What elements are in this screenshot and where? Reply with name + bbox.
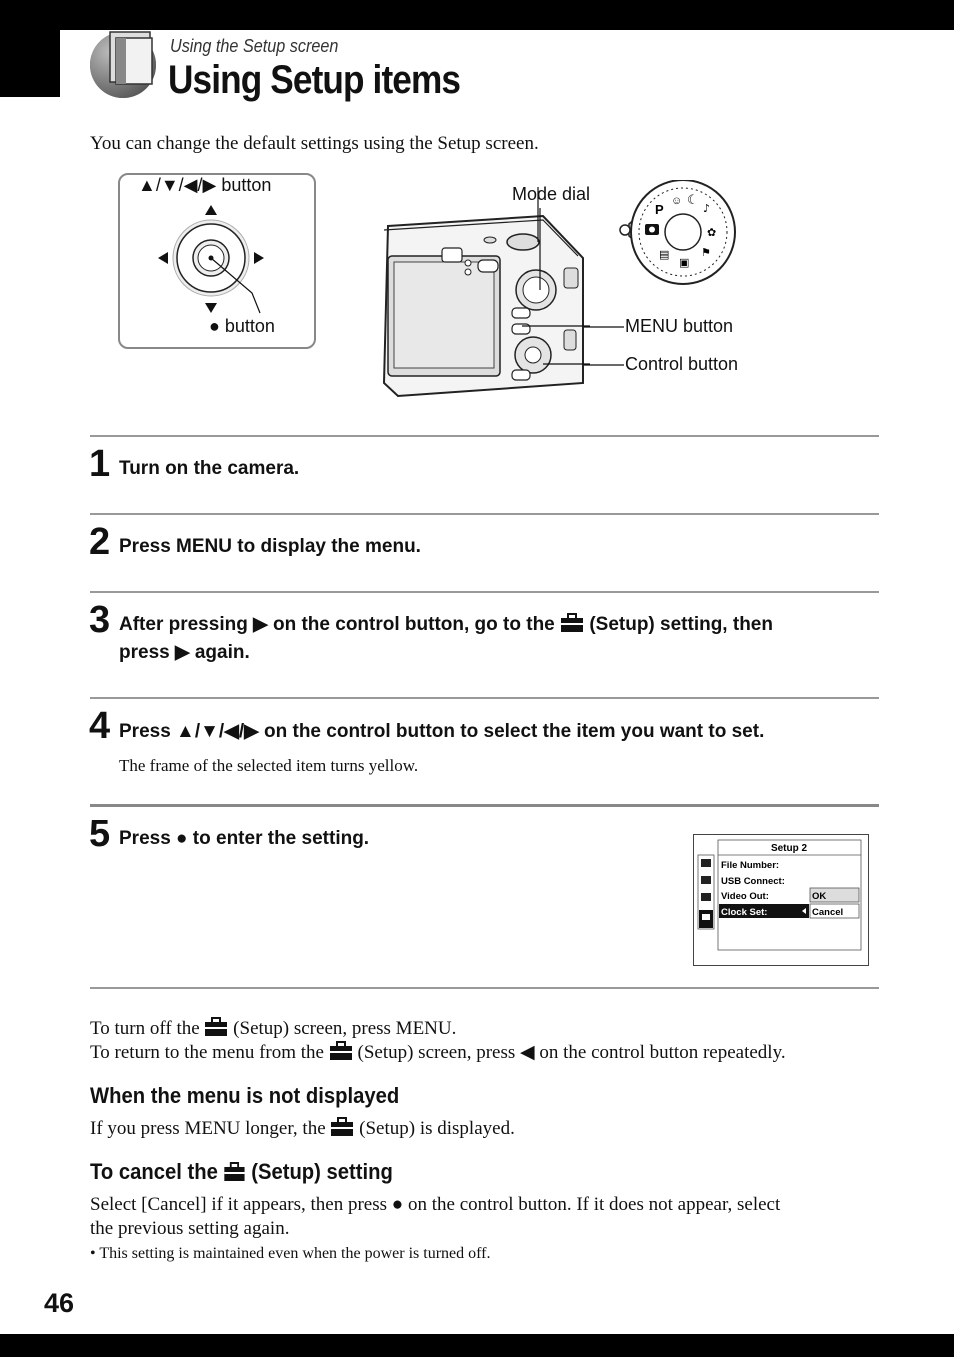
step-divider	[90, 513, 879, 515]
section-text	[90, 1193, 780, 1241]
bottom-bar	[0, 1334, 954, 1357]
arrow-button-label: ▲/▼/◀/▶ button	[138, 175, 272, 195]
svg-text:✿: ✿	[707, 226, 717, 239]
mode-dial-label: Mode dial	[512, 184, 591, 204]
step-divider	[90, 435, 879, 437]
setup-option: Cancel	[812, 907, 844, 918]
control-button-pointer	[584, 363, 624, 367]
control-button-label: Control button	[625, 354, 739, 374]
toolbox-icon	[329, 1041, 353, 1061]
step-text	[119, 611, 773, 667]
section-text	[90, 1117, 515, 1141]
step-text: Press ▲/▼/◀/▶ on the control button to select the item you want to set.	[119, 721, 765, 742]
step-text: Turn on the camera.	[119, 458, 300, 479]
text-part: (Setup) is displayed.	[359, 1118, 515, 1139]
step-number: 1	[89, 443, 111, 485]
text-line: the previous setting again.	[90, 1218, 290, 1239]
mode-dial-icon	[615, 180, 739, 286]
page-title: Using Setup items	[168, 58, 461, 102]
toolbox-icon	[223, 1162, 245, 1182]
toolbox-icon	[204, 1017, 228, 1037]
heading-part: (Setup) setting	[251, 1159, 393, 1184]
step-divider	[90, 804, 879, 807]
side-tab	[0, 30, 60, 97]
text-part: To turn off the	[90, 1018, 200, 1039]
setup-item: Video Out:	[721, 891, 769, 902]
step-note: The frame of the selected item turns yellow.	[119, 756, 419, 775]
step-number: 5	[89, 813, 111, 855]
section-heading	[90, 1159, 393, 1185]
after-steps-text	[90, 1017, 786, 1065]
setup-item: USB Connect:	[721, 876, 785, 887]
toolbox-icon	[330, 1117, 354, 1137]
svg-text:▤: ▤	[659, 248, 670, 261]
text-part: If you press MENU longer, the	[90, 1118, 326, 1139]
setup-screen-drawing	[694, 835, 868, 965]
center-button-label: ● button	[209, 316, 275, 336]
intro-text: You can change the default settings using the Setup screen.	[90, 133, 539, 154]
svg-text:☾: ☾	[687, 193, 699, 208]
step-text-part: press ▶ again.	[119, 642, 250, 663]
step-divider	[90, 987, 879, 989]
text-part: (Setup) screen, press MENU.	[233, 1018, 457, 1039]
heading-part: To cancel the	[90, 1159, 218, 1184]
setup-screen-title: Setup 2	[770, 843, 808, 854]
footnote: • This setting is maintained even when the power is turned off.	[90, 1245, 491, 1262]
section-heading: When the menu is not displayed	[90, 1083, 400, 1108]
step-divider	[90, 591, 879, 593]
step-number: 3	[89, 599, 111, 641]
text-line: Select [Cancel] if it appears, then press ● on the control button. If it does not appear, select	[90, 1194, 781, 1215]
top-bar	[0, 0, 954, 30]
camera-illustration	[378, 208, 590, 400]
setup-item: File Number:	[721, 860, 780, 871]
step-divider	[90, 697, 879, 699]
svg-text:P: P	[655, 202, 664, 217]
text-part: To return to the menu from the	[90, 1042, 324, 1063]
menu-button-pointer	[584, 325, 624, 329]
svg-text:▣: ▣	[679, 256, 690, 269]
step-text: Press ● to enter the setting.	[119, 828, 370, 849]
page-number: 46	[44, 1288, 75, 1318]
step-text-part: After pressing ▶ on the control button, go to the	[119, 614, 555, 635]
svg-text:☺: ☺	[671, 195, 683, 207]
svg-text:⚑: ⚑	[701, 246, 711, 259]
setup-item-selected: Clock Set:	[721, 907, 768, 918]
toolbox-icon	[560, 613, 584, 633]
svg-text:♪: ♪	[703, 202, 711, 215]
step-number: 4	[89, 705, 111, 747]
menu-button-label: MENU button	[625, 316, 734, 336]
setup-screen-preview	[693, 834, 869, 966]
step-number: 2	[89, 521, 111, 563]
step-text-part: (Setup) setting, then	[589, 614, 773, 635]
section-subtitle: Using the Setup screen	[170, 36, 339, 56]
text-part: (Setup) screen, press ◀ on the control button repeatedly.	[357, 1042, 786, 1063]
setup-option: OK	[812, 891, 827, 902]
step-text: Press MENU to display the menu.	[119, 536, 421, 557]
setup-section-icon	[88, 30, 160, 100]
